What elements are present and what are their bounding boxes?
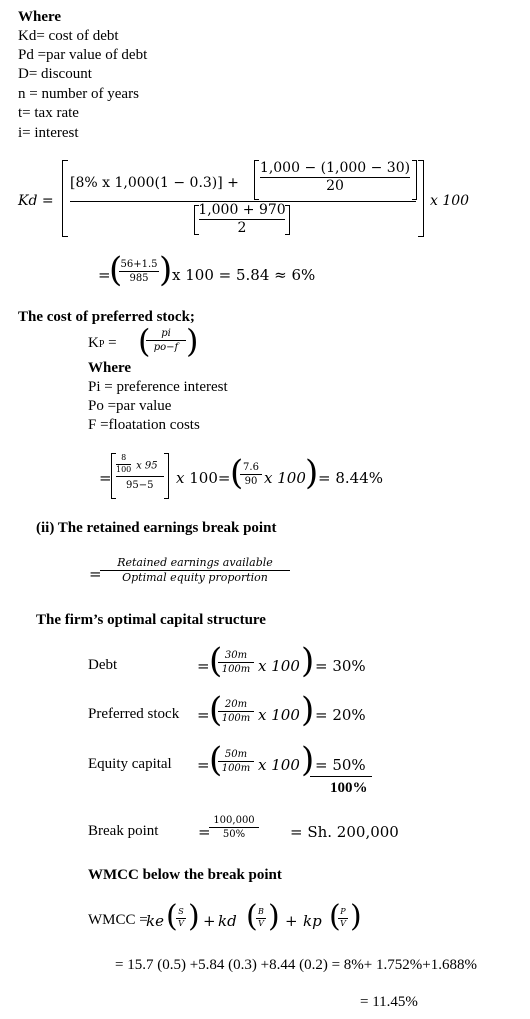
close-paren: ) — [159, 250, 173, 290]
open-paren: ( — [329, 899, 341, 934]
kp-fraction-2-numerator: 7.6 — [243, 462, 259, 473]
wmcc-b-over-v — [256, 908, 266, 929]
kp-result-eq: = — [99, 469, 112, 487]
kp-inner-fraction — [116, 454, 131, 475]
kd-den-denominator: 2 — [237, 220, 247, 237]
open-paren: ( — [209, 641, 223, 681]
kd-right-bracket — [418, 160, 424, 237]
wmcc-lhs: WMCC = — [88, 912, 148, 928]
kd-result-rest: x 100 = 5.84 ≈ 6% — [172, 266, 316, 284]
break-point-result: = Sh. 200,000 — [290, 823, 399, 841]
preferred-where-heading: Where — [88, 360, 132, 376]
close-paren: ) — [301, 690, 315, 730]
structure-row-preferred-label: Preferred stock — [88, 706, 180, 722]
fraction-bar — [218, 711, 254, 712]
structure-row-preferred-rest: x 100 — [258, 706, 300, 724]
open-paren: ( — [109, 250, 123, 290]
fraction-bar — [209, 827, 259, 828]
kp-result: = 8.44% — [318, 469, 383, 487]
structure-row-debt-result: = 30% — [315, 657, 366, 675]
fraction-bar — [218, 761, 254, 762]
structure-row-preferred-denominator: 100m — [221, 713, 251, 724]
kd-inner-denominator: 20 — [326, 178, 344, 195]
structure-row-debt-numerator: 30m — [224, 650, 248, 661]
kp-subscript: P — [98, 339, 105, 350]
structure-row-preferred-result: = 20% — [315, 706, 366, 724]
kp-eq: = — [108, 335, 117, 351]
kp-fraction-2-denominator: 90 — [244, 476, 258, 487]
structure-row-debt-fraction — [218, 650, 254, 675]
retained-fraction — [100, 557, 290, 584]
retained-heading: (ii) The retained earnings break point — [36, 520, 277, 536]
kd-inner-right-bracket — [412, 160, 417, 200]
kd-lhs: Kd = — [18, 193, 54, 209]
kp-denominator: po−f — [153, 342, 179, 353]
close-paren: ) — [188, 899, 200, 934]
fraction-bar — [218, 662, 254, 663]
total-rule — [310, 776, 372, 777]
where-item-i: i= interest — [18, 125, 79, 141]
kd-denominator-fraction — [199, 203, 285, 237]
kp-mid: x 100= — [176, 469, 231, 487]
preferred-item-f: F =floatation costs — [88, 417, 200, 433]
structure-row-equity-label: Equity capital — [88, 756, 172, 772]
kp-inner-denominator: 100 — [116, 464, 132, 474]
close-paren: ) — [350, 899, 362, 934]
kd-result-numerator: 56+1.5 — [120, 259, 158, 270]
wmcc-v: V — [340, 918, 346, 928]
preferred-item-pi: Pi = preference interest — [88, 379, 228, 395]
retained-eq: = — [89, 565, 102, 583]
kp-lhs — [88, 335, 117, 352]
kd-times-100: x 100 — [430, 193, 470, 209]
structure-row-equity-numerator: 50m — [224, 749, 248, 760]
kp-inner-numerator: 8 — [121, 453, 127, 462]
break-point-label: Break point — [88, 823, 159, 839]
wmcc-p-over-v — [338, 908, 348, 929]
kd-den-numerator: 1,000 + 970 — [198, 202, 286, 218]
kp-fraction-2 — [240, 462, 262, 487]
wmcc-s-over-v — [176, 908, 186, 929]
wmcc-plus-1: + — [203, 912, 216, 930]
structure-row-equity-result: = 50% — [315, 756, 366, 774]
wmcc-v: V — [178, 918, 184, 928]
kp-rest: x 100 — [264, 469, 306, 487]
break-point-denominator: 50% — [222, 829, 246, 840]
kp-denominator: 95−5 — [126, 480, 154, 491]
fraction-bar — [119, 271, 159, 272]
structure-total: 100% — [330, 780, 368, 796]
structure-row-debt-eq: = — [197, 657, 210, 675]
kd-result-fraction — [119, 259, 159, 284]
kp-inner-rest: x 95 — [136, 460, 158, 472]
fraction-bar — [240, 474, 262, 475]
kd-den-right-bracket — [285, 205, 290, 235]
close-paren: ) — [268, 899, 280, 934]
close-paren: ) — [186, 322, 199, 360]
close-paren: ) — [305, 453, 319, 493]
structure-row-equity-denominator: 100m — [221, 763, 251, 774]
break-point-numerator: 100,000 — [213, 815, 255, 826]
structure-row-equity-rest: x 100 — [258, 756, 300, 774]
structure-row-preferred-eq: = — [197, 706, 210, 724]
kd-inner-numerator: 1,000 − (1,000 − 30) — [259, 160, 411, 176]
wmcc-line-1: = 15.7 (0.5) +5.84 (0.3) +8.44 (0.2) = 8%+ 1.752%+1.688% — [115, 957, 477, 973]
kp-inner-numerator-group — [116, 454, 158, 475]
break-point-eq: = — [198, 823, 211, 841]
kd-left-bracket — [62, 160, 68, 237]
wmcc-plus-2: + — [285, 912, 298, 930]
where-item-n: n = number of years — [18, 86, 139, 102]
preferred-heading: The cost of preferred stock; — [18, 309, 195, 325]
kd-inner-fraction — [260, 161, 410, 195]
open-paren: ( — [246, 899, 258, 934]
where-item-pd: Pd =par value of debt — [18, 47, 148, 63]
open-paren: ( — [230, 453, 244, 493]
structure-row-preferred-numerator: 20m — [224, 699, 248, 710]
wmcc-ke: ke — [146, 912, 164, 930]
kp-main-fraction-bar — [116, 476, 164, 477]
kp-right-bracket — [164, 453, 169, 499]
where-item-t: t= tax rate — [18, 105, 79, 121]
open-paren: ( — [209, 740, 223, 780]
wmcc-kp: kp — [303, 912, 322, 930]
wmcc-p: P — [340, 907, 346, 916]
retained-numerator: Retained earnings available — [117, 556, 273, 569]
structure-row-debt-rest: x 100 — [258, 657, 300, 675]
wmcc-b: B — [258, 907, 264, 916]
kp-k: K — [88, 335, 99, 351]
kd-inner-left-bracket — [254, 160, 259, 200]
wmcc-v: V — [258, 918, 264, 928]
where-heading: Where — [18, 9, 62, 25]
close-paren: ) — [301, 641, 315, 681]
kd-result-denominator: 985 — [129, 273, 149, 284]
open-paren: ( — [209, 690, 223, 730]
structure-row-preferred-fraction — [218, 699, 254, 724]
kd-result-eq: = — [98, 266, 111, 284]
kp-fraction — [146, 328, 186, 353]
kd-numerator-left: [8% x 1,000(1 − 0.3)] + — [70, 175, 239, 191]
kp-numerator: pi — [161, 328, 171, 339]
close-paren: ) — [301, 740, 315, 780]
break-point-fraction — [209, 815, 259, 840]
structure-heading: The firm’s optimal capital structure — [36, 612, 266, 628]
wmcc-s: S — [178, 907, 184, 916]
wmcc-line-2: = 11.45% — [360, 994, 418, 1010]
where-item-d: D= discount — [18, 66, 92, 82]
structure-row-equity-eq: = — [197, 756, 210, 774]
fraction-bar — [146, 340, 186, 341]
open-paren: ( — [138, 322, 151, 360]
where-item-kd: Kd= cost of debt — [18, 28, 119, 44]
wmcc-heading: WMCC below the break point — [88, 867, 282, 883]
structure-row-debt-label: Debt — [88, 657, 118, 673]
structure-row-equity-fraction — [218, 749, 254, 774]
open-paren: ( — [166, 899, 178, 934]
wmcc-kd: kd — [218, 912, 237, 930]
retained-denominator: Optimal equity proportion — [122, 571, 268, 585]
structure-row-debt-denominator: 100m — [221, 664, 251, 675]
preferred-item-po: Po =par value — [88, 398, 172, 414]
